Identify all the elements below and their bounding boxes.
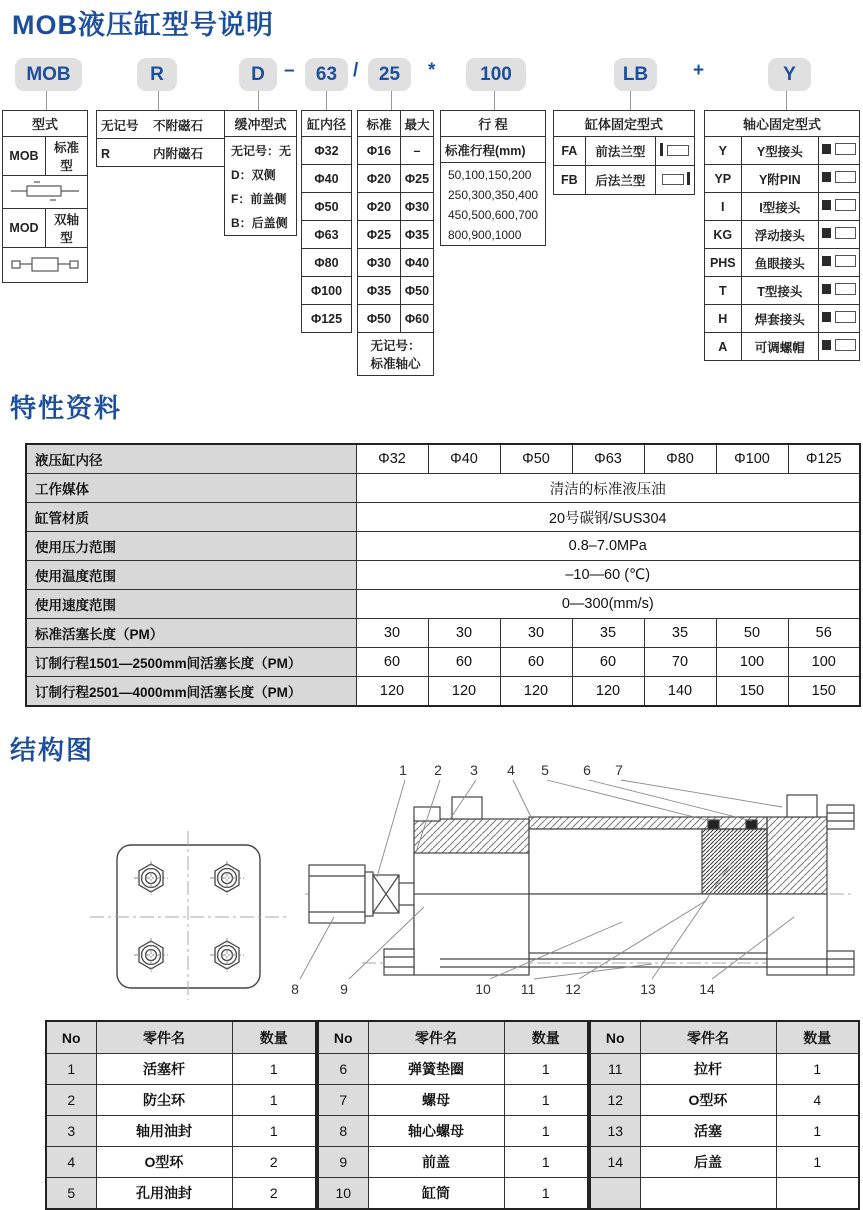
rod-mount-code: PHS: [705, 249, 742, 277]
rod-mount-code: H: [705, 305, 742, 333]
part-qty: 1: [776, 1116, 859, 1147]
spec-numeric-value: 50: [716, 619, 788, 648]
model-token-body-mount: LB: [614, 58, 657, 91]
magnet-row: [97, 139, 226, 167]
mount-code: FA: [554, 137, 586, 166]
page-title: MOB液压缸型号说明: [12, 10, 274, 40]
spec-row-label: 使用速度范围: [26, 590, 356, 619]
part-qty: 1: [504, 1085, 588, 1116]
bore-value: Φ50: [302, 193, 352, 221]
rod-max-header: 最大: [401, 111, 434, 137]
part-no: 9: [318, 1147, 368, 1178]
parts-header-name: 零件名: [640, 1021, 776, 1054]
callout-13: 13: [640, 981, 656, 997]
spec-numeric-value: 150: [716, 677, 788, 707]
rod-mount-code: Y: [705, 137, 742, 165]
spec-row-label: 液压缸内径: [26, 444, 356, 474]
parts-row: [46, 1054, 316, 1085]
structure-diagram: [62, 757, 857, 1002]
spec-bore-value: Φ125: [788, 444, 860, 474]
model-sep-star: *: [428, 60, 436, 81]
joint-schematic-icon: [821, 198, 857, 212]
bore-value: Φ32: [302, 137, 352, 165]
part-name: 轴心螺母: [368, 1116, 504, 1147]
cushion-table-header: 缓冲型式: [225, 111, 297, 137]
joint-schematic-icon: [821, 254, 857, 268]
rod-mount-row: [705, 249, 860, 277]
cushion-table: [224, 110, 297, 236]
spec-numeric-value: 70: [644, 648, 716, 677]
parts-row: [318, 1054, 588, 1085]
part-name: 活塞杆: [96, 1054, 232, 1085]
callout-12: 12: [565, 981, 581, 997]
rod-max-value: Φ60: [401, 305, 434, 333]
part-no: 10: [318, 1178, 368, 1210]
part-qty: 4: [776, 1085, 859, 1116]
parts-row: [318, 1116, 588, 1147]
spec-numeric-value: 100: [716, 648, 788, 677]
body-mount-header: 缸体固定型式: [554, 111, 695, 137]
spec-row-label: 工作媒体: [26, 474, 356, 503]
parts-header-qty: 数量: [232, 1021, 316, 1054]
spec-numeric-value: 140: [644, 677, 716, 707]
rod-mount-code: A: [705, 333, 742, 361]
front-flange-icon: [658, 143, 692, 157]
spec-numeric-value: 35: [572, 619, 644, 648]
model-token-rod: 25: [368, 58, 411, 91]
joint-schematic-icon: [821, 310, 857, 324]
part-qty: 1: [504, 1147, 588, 1178]
part-no: [590, 1178, 640, 1210]
part-name: O型环: [640, 1085, 776, 1116]
spec-bore-value: Φ63: [572, 444, 644, 474]
spec-row-value: 0—300(mm/s): [356, 590, 860, 619]
part-no: 7: [318, 1085, 368, 1116]
part-qty: 1: [776, 1054, 859, 1085]
part-no: 12: [590, 1085, 640, 1116]
rod-mount-code: YP: [705, 165, 742, 193]
part-no: 3: [46, 1116, 96, 1147]
parts-row: [318, 1085, 588, 1116]
bore-value: Φ80: [302, 249, 352, 277]
spec-row-label: 订制行程1501—2500mm间活塞长度（PM）: [26, 648, 356, 677]
part-no: 11: [590, 1054, 640, 1085]
joint-schematic-icon: [821, 142, 857, 156]
part-name: O型环: [96, 1147, 232, 1178]
type-table-header: 型式: [3, 111, 88, 137]
stroke-table: [440, 110, 546, 246]
magnet-code: R: [101, 146, 111, 161]
magnet-label: 内附磁石: [153, 146, 204, 161]
parts-table: [45, 1020, 860, 1210]
rod-mount-table: [704, 110, 860, 361]
part-no: 5: [46, 1178, 96, 1210]
parts-header-no: No: [590, 1021, 640, 1054]
rod-mount-label: 焊套接头: [741, 305, 818, 333]
callout-9: 9: [340, 981, 348, 997]
rod-max-value: Φ50: [401, 277, 434, 305]
rod-mount-label: 鱼眼接头: [741, 249, 818, 277]
rod-mount-label: Y型接头: [741, 137, 818, 165]
callout-6: 6: [583, 762, 591, 778]
stroke-values: 800,900,1000: [448, 228, 522, 242]
rod-mount-header: 轴心固定型式: [705, 111, 860, 137]
parts-row: [590, 1054, 859, 1085]
mount-label: 前法兰型: [585, 137, 655, 166]
parts-header-qty: 数量: [504, 1021, 588, 1054]
bore-value: Φ63: [302, 221, 352, 249]
callout-1: 1: [399, 762, 407, 778]
model-token-bore: 63: [305, 58, 348, 91]
parts-row: [590, 1085, 859, 1116]
spec-bore-value: Φ80: [644, 444, 716, 474]
type-label: 标准型: [46, 137, 88, 176]
parts-row: [46, 1116, 316, 1147]
connector-line: [786, 91, 787, 110]
rod-mount-row: [705, 193, 860, 221]
part-qty: 1: [504, 1116, 588, 1147]
model-sep-dash: –: [284, 60, 295, 81]
spec-numeric-value: 56: [788, 619, 860, 648]
spec-numeric-value: 60: [356, 648, 428, 677]
parts-table-group-3: [589, 1020, 860, 1210]
flange-plate-view: [90, 831, 288, 1000]
cushion-option: 无记号：无: [231, 144, 292, 158]
parts-row: [46, 1178, 316, 1210]
callout-4: 4: [507, 762, 515, 778]
spec-numeric-value: 30: [428, 619, 500, 648]
part-name: 前盖: [368, 1147, 504, 1178]
part-no: 13: [590, 1116, 640, 1147]
part-name: 拉杆: [640, 1054, 776, 1085]
features-section-title: 特性资料: [10, 393, 123, 423]
rear-flange-icon: [658, 172, 692, 186]
bore-value: Φ125: [302, 305, 352, 333]
part-qty: 1: [504, 1054, 588, 1085]
spec-row-value: –10—60 (℃): [356, 561, 860, 590]
spec-numeric-value: 30: [356, 619, 428, 648]
connector-line: [326, 91, 327, 110]
spec-numeric-value: 120: [356, 677, 428, 707]
parts-header-qty: 数量: [776, 1021, 859, 1054]
rod-max-value: Φ40: [401, 249, 434, 277]
parts-header-no: No: [318, 1021, 368, 1054]
bore-table: [301, 110, 352, 333]
part-name: 活塞: [640, 1116, 776, 1147]
spec-numeric-value: 100: [788, 648, 860, 677]
callout-10: 10: [475, 981, 491, 997]
spec-numeric-value: 120: [428, 677, 500, 707]
connector-line: [494, 91, 495, 110]
spec-row-label: 缸管材质: [26, 503, 356, 532]
spec-row-value: 清洁的标准液压油: [356, 474, 860, 503]
rod-mount-code: KG: [705, 221, 742, 249]
cushion-option: F：前盖侧: [231, 192, 287, 206]
stroke-values: 450,500,600,700: [448, 208, 539, 222]
part-qty: [776, 1178, 859, 1210]
part-qty: 1: [232, 1054, 316, 1085]
rod-max-value: Φ35: [401, 221, 434, 249]
stroke-values: 50,100,150,200: [448, 168, 532, 182]
mount-label: 后法兰型: [585, 166, 655, 195]
parts-row: [46, 1147, 316, 1178]
bore-table-header: 缸内径: [302, 111, 352, 137]
parts-row: [318, 1147, 588, 1178]
stroke-table-header: 行 程: [441, 111, 546, 137]
connector-line: [258, 91, 259, 110]
type-code: MOD: [3, 209, 46, 248]
rod-std-value: Φ16: [358, 137, 401, 165]
type-table: [2, 110, 88, 283]
part-qty: 1: [504, 1178, 588, 1210]
rod-table-footer: 无记号： 标准轴心: [358, 333, 434, 376]
rod-max-value: Φ30: [401, 193, 434, 221]
connector-line: [46, 91, 47, 110]
rod-mount-label: 浮动接头: [741, 221, 818, 249]
part-name: [640, 1178, 776, 1210]
spec-bore-value: Φ32: [356, 444, 428, 474]
spec-row-value: 0.8–7.0MPa: [356, 532, 860, 561]
parts-table-group-1: [45, 1020, 317, 1210]
rod-mount-code: I: [705, 193, 742, 221]
parts-header-name: 零件名: [368, 1021, 504, 1054]
rod-std-value: Φ50: [358, 305, 401, 333]
joint-schematic-icon: [821, 226, 857, 240]
spec-row-label: 订制行程2501—4000mm间活塞长度（PM）: [26, 677, 356, 707]
mount-code: FB: [554, 166, 586, 195]
spec-row-value: 20号碳钢/SUS304: [356, 503, 860, 532]
callout-14: 14: [699, 981, 715, 997]
rod-mount-row: [705, 165, 860, 193]
rod-std-value: Φ20: [358, 165, 401, 193]
rod-std-value: Φ25: [358, 221, 401, 249]
rod-mount-label: I型接头: [741, 193, 818, 221]
bore-value: Φ100: [302, 277, 352, 305]
stroke-sub-header: 标准行程(mm): [441, 137, 546, 163]
part-qty: 1: [232, 1085, 316, 1116]
spec-numeric-value: 60: [428, 648, 500, 677]
part-no: 4: [46, 1147, 96, 1178]
spec-table: [25, 443, 861, 707]
part-name: 孔用油封: [96, 1178, 232, 1210]
part-name: 后盖: [640, 1147, 776, 1178]
stroke-values: 250,300,350,400: [448, 188, 539, 202]
rod-mount-row: [705, 137, 860, 165]
part-name: 缸筒: [368, 1178, 504, 1210]
part-name: 螺母: [368, 1085, 504, 1116]
rod-mount-label: 可调螺帽: [741, 333, 818, 361]
cushion-option: D：双侧: [231, 168, 276, 182]
spec-bore-value: Φ40: [428, 444, 500, 474]
single-rod-cylinder-icon: [3, 176, 88, 209]
rod-std-header: 标准: [358, 111, 401, 137]
parts-header-name: 零件名: [96, 1021, 232, 1054]
spec-row-label: 使用压力范围: [26, 532, 356, 561]
connector-line: [630, 91, 631, 110]
rod-mount-row: [705, 305, 860, 333]
model-sep-plus: +: [693, 60, 705, 81]
rod-std-value: Φ35: [358, 277, 401, 305]
spec-numeric-value: 150: [788, 677, 860, 707]
bore-value: Φ40: [302, 165, 352, 193]
cylinder-section-view: [305, 795, 855, 975]
rod-mount-row: [705, 333, 860, 361]
parts-row: [318, 1178, 588, 1210]
parts-row: [46, 1085, 316, 1116]
callout-2: 2: [434, 762, 442, 778]
model-token-type: MOB: [15, 58, 82, 91]
rod-std-value: Φ30: [358, 249, 401, 277]
rod-max-value: –: [401, 137, 434, 165]
model-token-rod-mount: Y: [768, 58, 811, 91]
spec-numeric-value: 30: [500, 619, 572, 648]
magnet-label: 不附磁石: [153, 118, 204, 133]
spec-row-label: 使用温度范围: [26, 561, 356, 590]
rod-mount-row: [705, 277, 860, 305]
spec-numeric-value: 120: [500, 677, 572, 707]
part-name: 轴用油封: [96, 1116, 232, 1147]
model-token-cushion: D: [239, 58, 277, 91]
rod-std-value: Φ20: [358, 193, 401, 221]
spec-numeric-value: 120: [572, 677, 644, 707]
connector-line: [158, 91, 159, 110]
spec-row-label: 标准活塞长度（PM）: [26, 619, 356, 648]
rod-max-value: Φ25: [401, 165, 434, 193]
part-qty: 1: [232, 1116, 316, 1147]
part-name: 弹簧垫圈: [368, 1054, 504, 1085]
spec-numeric-value: 60: [572, 648, 644, 677]
part-qty: 2: [232, 1178, 316, 1210]
connector-line: [391, 91, 392, 110]
model-token-stroke: 100: [466, 58, 526, 91]
callout-5: 5: [541, 762, 549, 778]
spec-numeric-value: 60: [500, 648, 572, 677]
double-rod-cylinder-icon: [3, 248, 88, 283]
spec-bore-value: Φ100: [716, 444, 788, 474]
parts-row: [590, 1178, 859, 1210]
magnet-code: 无记号: [101, 118, 139, 133]
rod-mount-label: Y附PIN: [741, 165, 818, 193]
rod-mount-code: T: [705, 277, 742, 305]
rod-mount-row: [705, 221, 860, 249]
spec-numeric-value: 35: [644, 619, 716, 648]
part-name: 防尘环: [96, 1085, 232, 1116]
joint-schematic-icon: [821, 282, 857, 296]
type-label: 双轴型: [46, 209, 88, 248]
part-qty: 1: [776, 1147, 859, 1178]
part-no: 14: [590, 1147, 640, 1178]
parts-table-group-2: [317, 1020, 589, 1210]
callout-7: 7: [615, 762, 623, 778]
rod-table: [357, 110, 434, 376]
cushion-option: B：后盖侧: [231, 216, 288, 230]
body-mount-table: [553, 110, 695, 195]
part-no: 2: [46, 1085, 96, 1116]
part-no: 8: [318, 1116, 368, 1147]
callout-3: 3: [470, 762, 478, 778]
parts-row: [590, 1147, 859, 1178]
magnet-table: [96, 110, 226, 167]
part-qty: 2: [232, 1147, 316, 1178]
model-token-magnet: R: [137, 58, 177, 91]
magnet-row: [97, 111, 226, 139]
parts-header-no: No: [46, 1021, 96, 1054]
callout-11: 11: [520, 981, 536, 997]
joint-schematic-icon: [821, 170, 857, 184]
type-code: MOB: [3, 137, 46, 176]
part-no: 6: [318, 1054, 368, 1085]
parts-row: [590, 1116, 859, 1147]
callout-8: 8: [291, 981, 299, 997]
spec-bore-value: Φ50: [500, 444, 572, 474]
model-sep-slash: /: [353, 60, 359, 81]
joint-schematic-icon: [821, 338, 857, 352]
part-no: 1: [46, 1054, 96, 1085]
rod-mount-label: T型接头: [741, 277, 818, 305]
structure-section-title: 结构图: [10, 735, 95, 765]
